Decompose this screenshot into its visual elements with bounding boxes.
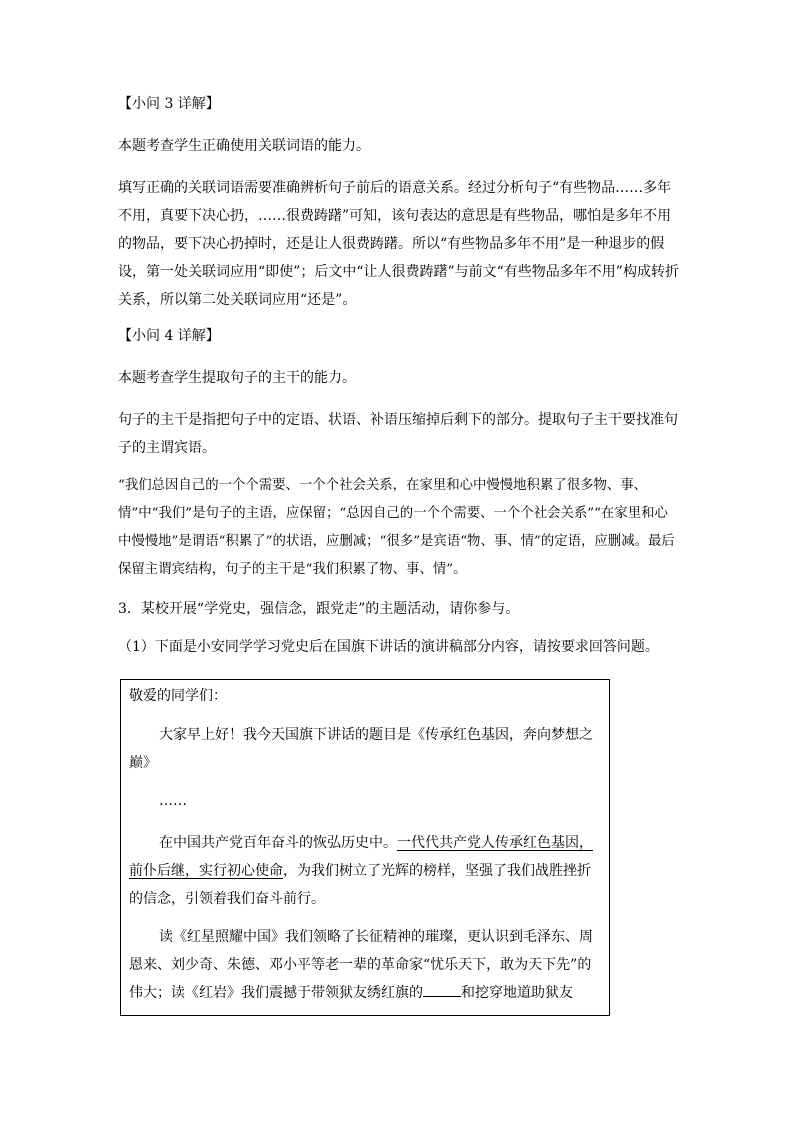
speech-p4-tail: 和挖穿地道助狱友 [461,985,573,1001]
speech-excerpt-box [120,679,610,1016]
speech-ellipsis: …… [159,793,187,809]
q4-paragraph-3: “我们总因自己的一个个需要、一个个社会关系，在家里和心中慢慢地积累了很多物、事、情”中“我们”是句子的主语，应保留；“总因自己的一个个需要、一个个社会关系”“在家里和心中慢慢地”是谓语“积累了”的状语，应删减；“很多”是宾语“物、事、情”的定语，应删减。最后保留主谓宾结构，句子的主干是“我们积累了物、事、情”。 [118,478,675,577]
question-3-subquestion-1: （1）下面是小安同学学习党史后在国旗下讲话的演讲稿部分内容，请按要求回答问题。 [118,639,659,655]
speech-p4-lead: 读《红星照耀中国》我们领略了长征精神的璀璨，更认识到毛泽东、周恩来、刘少奇、朱德、邓小平等老一辈的革命家“忧乐天下，敢为天下先”的伟大；读《红岩》我们震撼于带领狱友绣红旗的 [129,929,593,1001]
q3-paragraph-2: 填写正确的关联词语需要准确辨析句子前后的语意关系。经过分析句子“有些物品……多年不用，真要下决心扔，……很费踌躇”可知，该句表达的意思是有些物品，哪怕是多年不用的物品，要下决心扔掉时，还是让人很费踌躇。所以“有些物品多年不用”是一种退步的假设，第一处关联词应用“即使”；后文中“让人很费踌躇”与前文“有些物品多年不用”构成转折关系，所以第二处关联词应用“还是”。 [118,180,679,308]
speech-greeting: 敬爱的同学们： [129,688,227,704]
q3-heading: 【小问 3 详解】 [118,96,220,112]
q3-paragraph-1: 本题考查学生正确使用关联词语的能力。 [118,138,370,154]
q4-paragraph-2: 句子的主干是指把句子中的定语、状语、补语压缩掉后剩下的部分。提取句子主干要找准句子的主谓宾语。 [118,412,678,456]
speech-p3-tail: ，为我们树立了光辉的榜样，坚强了我们战胜挫折的信念，引领着我们奋斗前行。 [129,863,591,907]
speech-paragraph-1: 大家早上好！我今天国旗下讲话的题目是《传承红色基因，奔向梦想之巅》 [129,727,593,771]
q4-heading: 【小问 4 详解】 [118,328,220,344]
q4-paragraph-1: 本题考查学生提取句子的主干的能力。 [118,370,356,386]
speech-paragraph-3 [129,829,599,913]
fill-in-blank[interactable] [423,982,461,997]
speech-paragraph-4 [129,923,599,1007]
underlined-sentence: 一代代共产党人传承红色基因，前仆后继，实行初心使命 [129,835,593,879]
question-3-title: 3．某校开展“学党史，强信念，跟党走”的主题活动，请你参与。 [118,601,520,617]
speech-p3-lead: 在中国共产党百年奋斗的恢弘历史中。 [159,835,397,851]
